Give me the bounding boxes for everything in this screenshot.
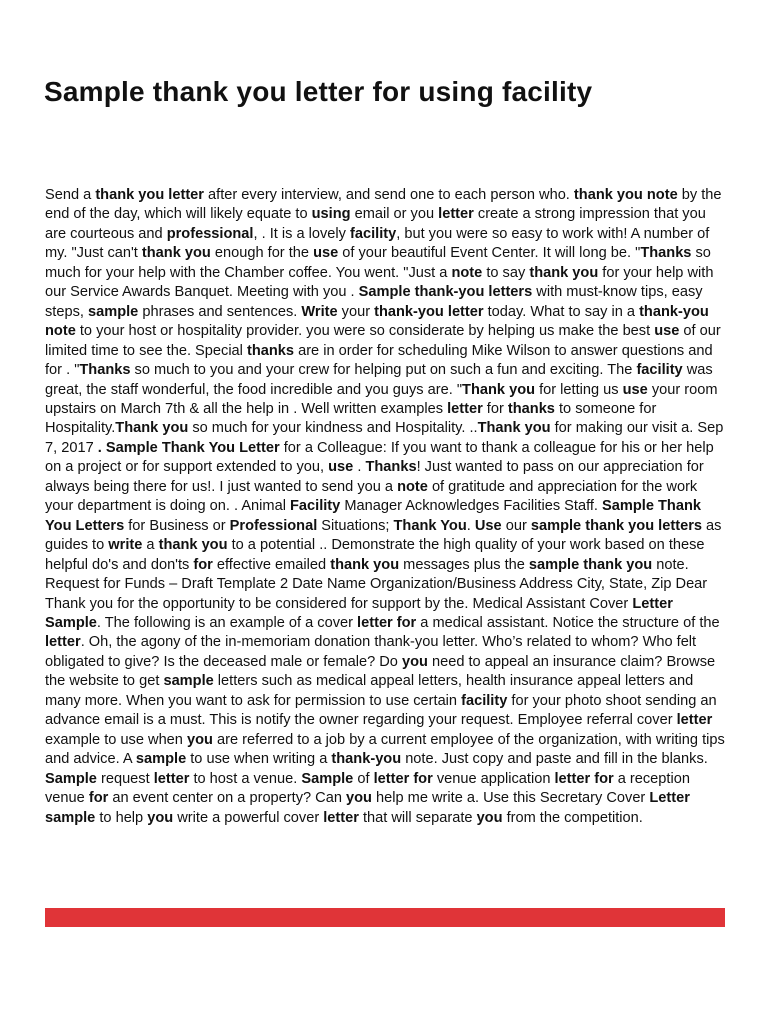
bold-text-run: Thank you <box>115 420 189 437</box>
bold-text-run: for <box>193 556 213 573</box>
text-run: so much to you and your crew for helping put on such a fun and exciting. The <box>130 362 637 379</box>
bold-text-run: Facility <box>290 498 341 515</box>
text-run: our <box>501 517 531 534</box>
bold-text-run: you <box>401 653 428 670</box>
text-run: Send a <box>45 187 96 203</box>
bold-text-run: note <box>397 478 428 495</box>
bold-text-run: you <box>346 790 372 807</box>
text-run: Situations; <box>317 517 394 534</box>
bold-text-run: . Sample Thank You Letter <box>97 439 280 456</box>
bold-text-run: Professional <box>229 517 318 534</box>
bold-text-run: you <box>147 809 174 826</box>
bold-text-run: Thank you <box>477 420 551 437</box>
text-run: effective emailed <box>212 556 331 573</box>
text-run: today. What to say in a <box>483 303 640 320</box>
bold-text-run: letter for <box>554 770 614 787</box>
bold-text-run: use <box>328 459 354 476</box>
bold-text-run: using <box>311 206 351 223</box>
text-run: for making our visit a. Sep 7, 2017 <box>45 420 724 456</box>
bold-text-run: Use <box>474 517 502 534</box>
bold-text-run: sample <box>88 303 139 320</box>
text-run: enough for the <box>210 245 314 262</box>
bold-text-run: Letter Sample <box>45 595 673 631</box>
bold-text-run: letter for <box>357 614 417 631</box>
bold-text-run: letter <box>676 712 713 729</box>
text-run: so much for your help with the Chamber coffee. You went. "Just a <box>45 245 711 281</box>
text-run: messages plus the <box>399 556 529 573</box>
bold-text-run: note <box>451 264 483 281</box>
text-run: so much for your kindness and Hospitality. .. <box>188 420 478 437</box>
bold-text-run: letter <box>447 400 483 417</box>
text-run: note. Request for Funds – Draft Template 2 Date Name Organization/Business Address City, State, Zip Dear Thank you for the opportunity to be considered for support by the. Medical Assistant Cover <box>45 556 708 612</box>
bold-text-run: use <box>654 323 680 340</box>
text-run: note. Just copy and paste and fill in the blanks. <box>401 751 708 768</box>
text-run: need to appeal an insurance claim? Browse the website to get <box>45 653 716 690</box>
bold-text-run: Sample <box>45 770 97 787</box>
bold-text-run: Write <box>301 303 338 320</box>
text-run: . The following is an example of a cover <box>96 614 358 631</box>
bold-text-run: letter <box>45 634 81 651</box>
text-run: are in order for scheduling Mike Wilson to answer questions and for . " <box>45 342 713 379</box>
document-title: Sample thank you letter for using facility <box>44 76 593 107</box>
bold-text-run: Letter sample <box>45 790 690 826</box>
bold-text-run: thanks <box>507 400 555 417</box>
bold-text-run: you <box>476 809 503 826</box>
bold-text-run: Sample Thank You Letters <box>45 498 701 534</box>
text-run: after every interview, and send one to each person who. <box>203 187 574 203</box>
text-run: Manager Acknowledges Facilities Staff. <box>340 498 603 515</box>
text-run: to someone for Hospitality. <box>45 400 657 437</box>
text-run: to your host or hospitality provider. you were so considerate by helping us make the best <box>75 323 655 340</box>
text-run: , but you were so easy to work with! A number of my. "Just can't <box>45 225 710 262</box>
text-run: your room upstairs on March 7th & all the help in . Well written examples <box>45 381 718 417</box>
text-run: to a potential .. Demonstrate the high quality of your work based on these helpful do's and don'ts <box>45 537 705 573</box>
text-run: phrases and sentences. <box>138 303 302 320</box>
bold-text-run: thank-you letter <box>374 303 484 320</box>
text-run: of your beautiful Event Center. It will long be. " <box>338 245 641 262</box>
text-run: a reception venue <box>45 770 690 807</box>
text-run: an event center on a property? Can <box>108 790 347 807</box>
bold-text-run: letter for <box>373 770 433 787</box>
text-run: , . It is a lovely <box>253 225 350 242</box>
bold-text-run: thank-you note <box>45 303 709 340</box>
bold-text-run: thank you note <box>573 187 678 203</box>
bold-text-run: use <box>313 245 339 262</box>
bold-text-run: sample <box>135 751 187 768</box>
text-run: to say <box>482 264 530 281</box>
text-run: email or you <box>350 206 439 223</box>
text-run: was great, the staff wonderful, the food incredible and you guys are. " <box>45 362 713 398</box>
bold-text-run: Thanks <box>640 245 692 262</box>
text-run: for your help with our Service Awards Banquet. Meeting with you . <box>45 264 714 301</box>
bold-text-run: facility <box>350 225 397 242</box>
red-divider-bar <box>45 908 725 927</box>
bold-text-run: for <box>88 790 109 807</box>
bold-text-run: letter <box>438 206 474 223</box>
bold-text-run: letter <box>153 770 190 787</box>
text-run: . <box>353 459 366 476</box>
text-run: for Business or <box>124 517 230 534</box>
text-run: to use when writing a <box>186 751 332 768</box>
body-paragraph <box>45 186 727 828</box>
bold-text-run: use <box>622 381 648 398</box>
text-run: your <box>337 303 375 320</box>
bold-text-run: Thank you <box>462 381 536 398</box>
text-run: by the end of the day, which will likely equate to <box>45 187 722 223</box>
text-run: of our limited time to see the. Special <box>45 323 721 359</box>
text-run: write a powerful cover <box>173 809 324 826</box>
bold-text-run: thank you <box>158 537 228 554</box>
bold-text-run: thank you <box>529 264 599 281</box>
text-run: venue application <box>432 770 555 787</box>
bold-text-run: thanks <box>246 342 295 359</box>
text-run: for your photo shoot sending an advance email is a must. This is notify the owner regarding your request. Employee referral cover <box>45 692 717 729</box>
text-run: letters such as medical appeal letters, health insurance appeal letters and many more. When you want to ask for permission to use certain <box>45 673 694 709</box>
bold-text-run: you <box>186 731 213 748</box>
bold-text-run: thank-you <box>331 751 402 768</box>
text-run: a <box>142 537 159 554</box>
text-run: of gratitude and appreciation for the work your department is doing on. . Animal <box>45 478 698 515</box>
bold-text-run: thank you <box>330 556 400 573</box>
text-run: request <box>96 770 154 787</box>
text-run: from the competition. <box>502 809 643 826</box>
bold-text-run: sample thank you <box>528 556 653 573</box>
bold-text-run: Sample thank-you letters <box>358 284 533 301</box>
text-run: create a strong impression that you are courteous and <box>45 206 706 242</box>
text-run: of <box>353 770 374 787</box>
bold-text-run: sample thank you letters <box>530 517 702 534</box>
text-run: for <box>482 400 508 417</box>
text-run: a medical assistant. Notice the structure of the <box>416 614 720 631</box>
text-run: as guides to <box>45 517 722 554</box>
bold-text-run: letter <box>323 809 359 826</box>
bold-text-run: facility <box>636 362 683 379</box>
bold-text-run: thank you <box>141 245 211 262</box>
bold-text-run: facility <box>461 692 508 709</box>
bold-text-run: professional <box>166 225 254 242</box>
text-run: for a Colleague: If you want to thank a colleague for his or her help on a project or for support extended to you, <box>45 439 714 476</box>
bold-text-run: write <box>108 537 143 554</box>
text-run: . Oh, the agony of the in-memoriam donation thank-you letter. Who’s related to whom? Who felt obligated to give? Is the deceased male or female? Do <box>45 634 697 670</box>
text-run: that will separate <box>358 809 477 826</box>
text-run: to host a venue. <box>189 770 302 787</box>
text-run: with must-know tips, easy steps, <box>45 284 703 320</box>
text-run: ! Just wanted to pass on our appreciation for always being there for us!. I just wanted to send you a <box>45 459 704 495</box>
bold-text-run: sample <box>163 673 214 690</box>
bold-text-run: Thanks <box>79 362 131 379</box>
text-run: example to use when <box>45 731 187 748</box>
text-run: for letting us <box>535 381 623 398</box>
text-run: . <box>466 517 475 534</box>
text-run: to help <box>95 809 148 826</box>
text-run: are referred to a job by a current employee of the organization, with writing tips and advice. A <box>45 731 725 768</box>
bold-text-run: Thanks <box>365 459 417 476</box>
bold-text-run: Thank You <box>393 517 467 534</box>
bold-text-run: thank you letter <box>95 187 204 203</box>
text-run: help me write a. Use this Secretary Cover <box>371 790 650 807</box>
bold-text-run: Sample <box>301 770 354 787</box>
